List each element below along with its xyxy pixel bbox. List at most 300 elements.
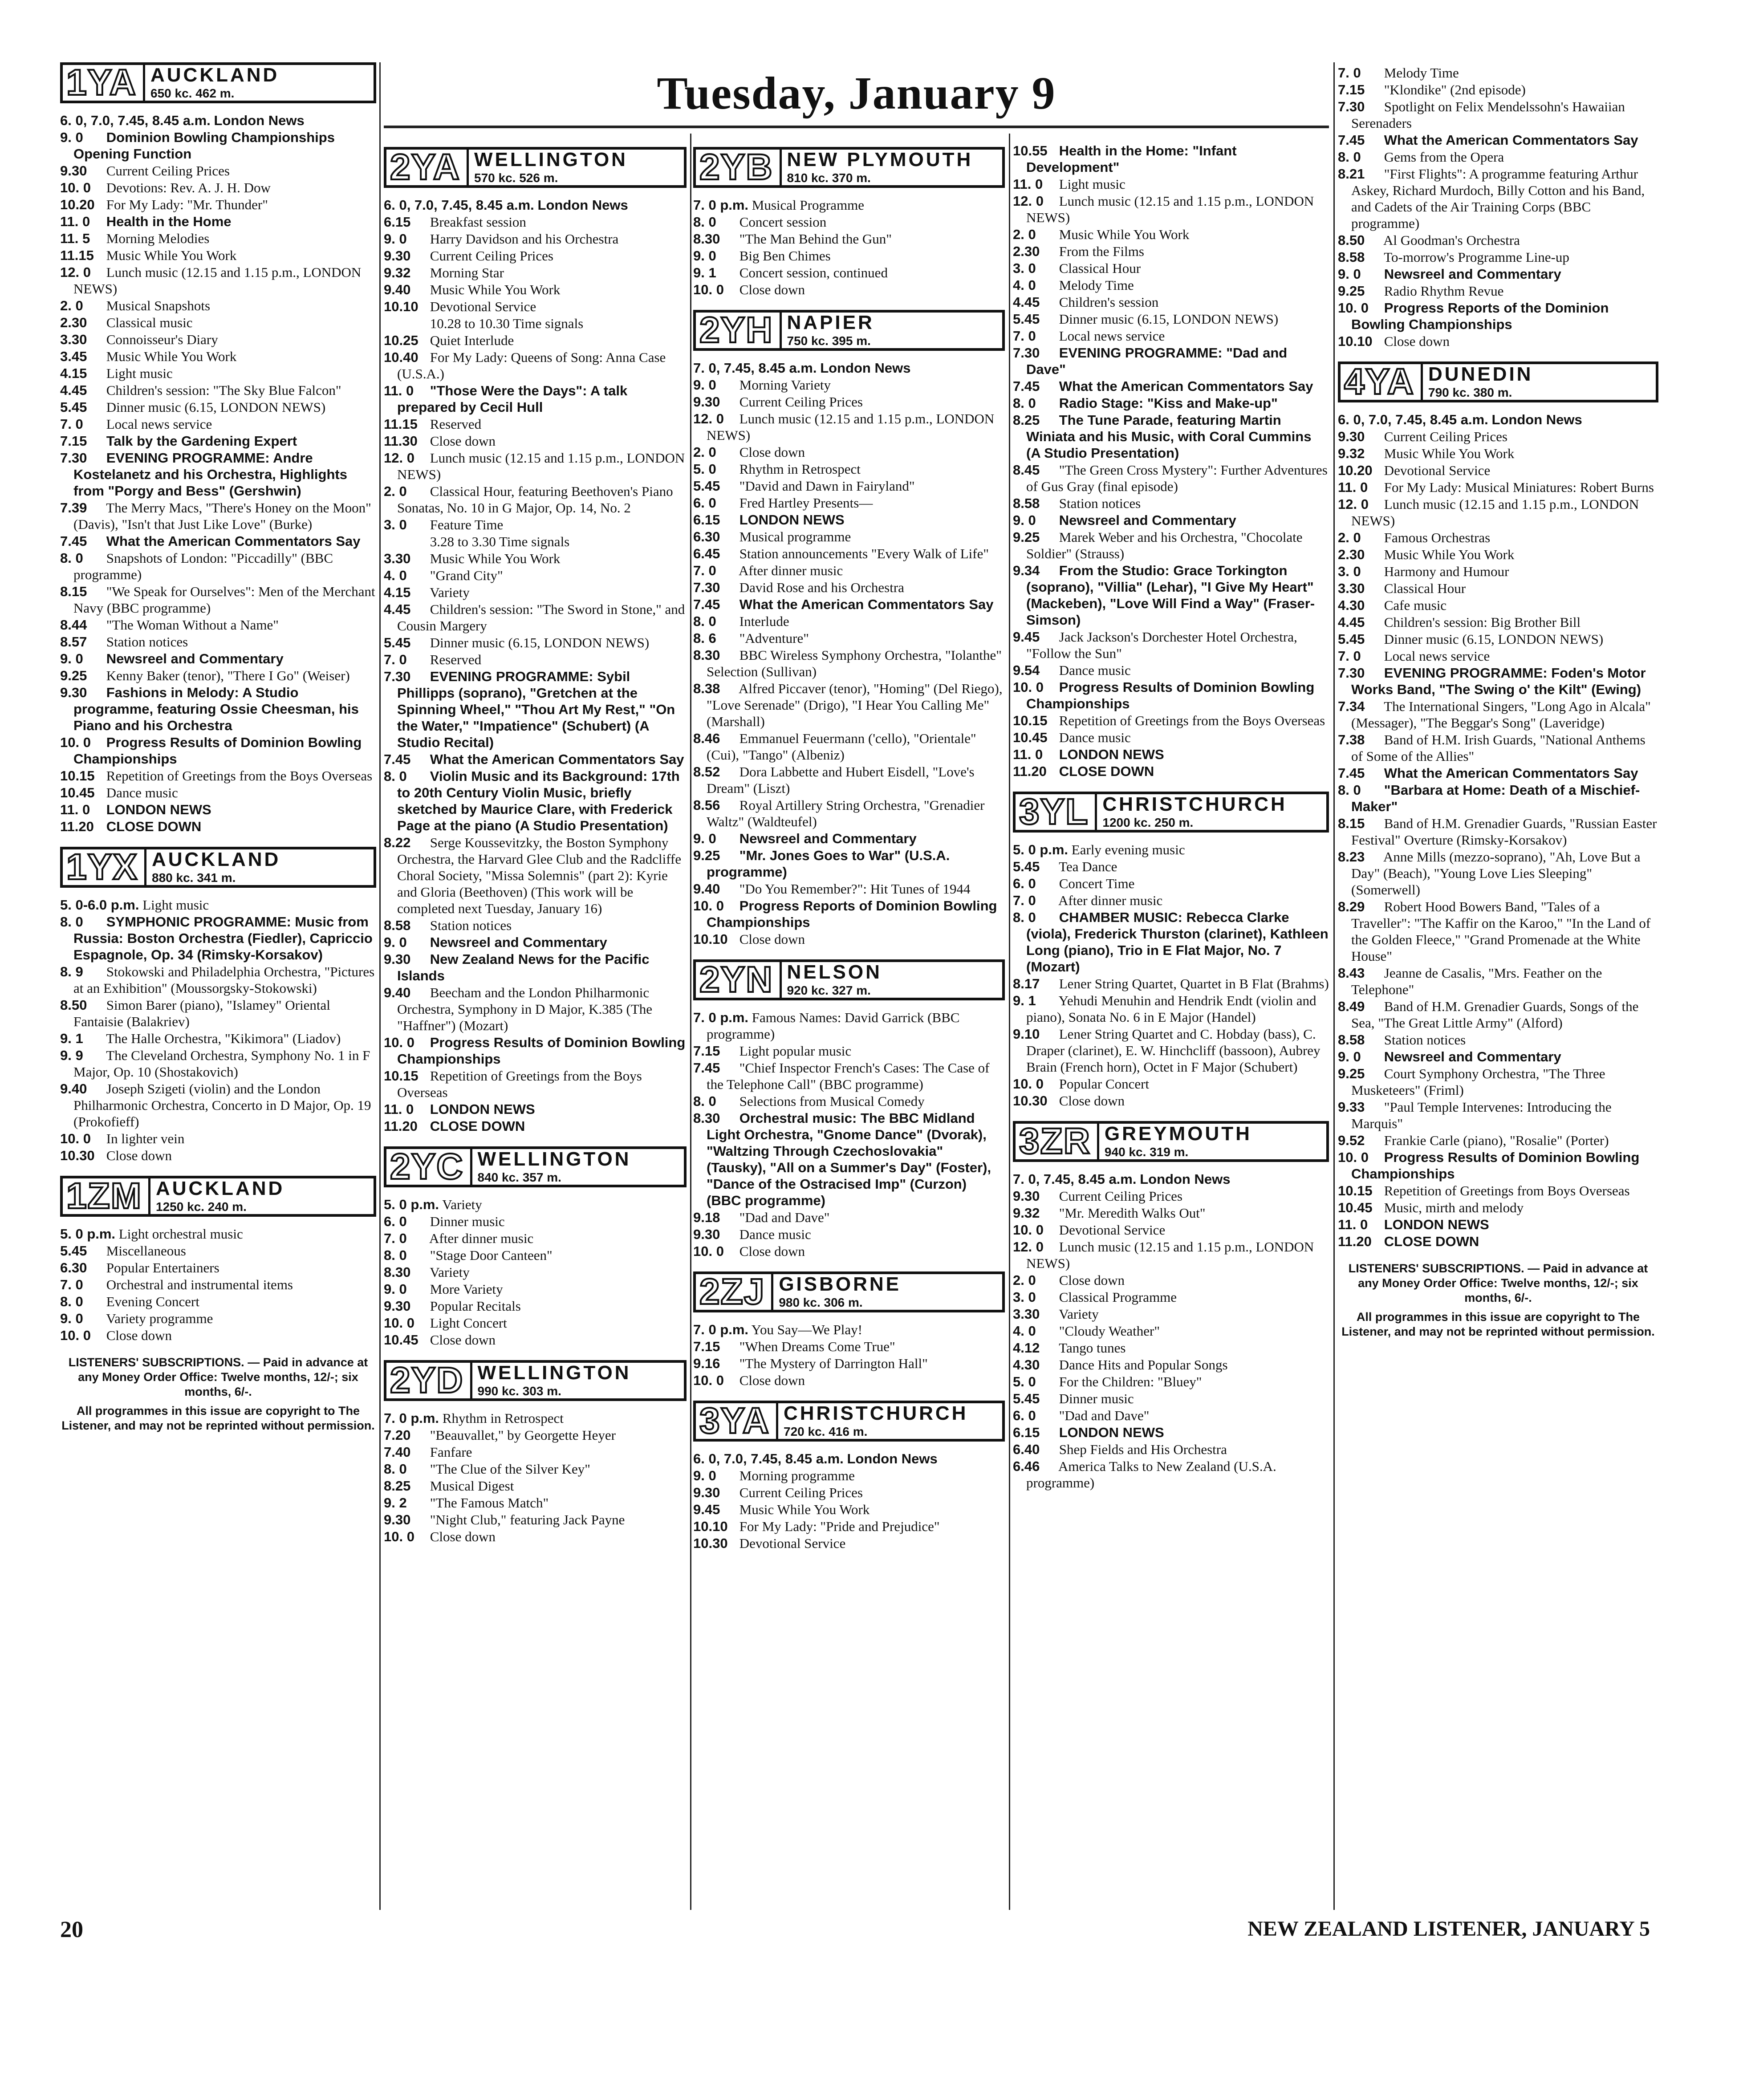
entry-text: Classical Programme (1059, 1289, 1177, 1305)
programme-entry (1013, 1441, 1329, 1458)
entry-text: "Night Club," featuring Jack Payne (430, 1512, 625, 1527)
entry-text: Gems from the Opera (1384, 149, 1504, 165)
station-frequency: 940 kc. 319 m. (1104, 1145, 1189, 1159)
programme-entry (693, 830, 1005, 847)
entry-text: London News (214, 113, 305, 128)
entry-time: 8.25 (384, 1478, 411, 1494)
entry-text: "We Speak for Ourselves": Men of the Merchant Navy (BBC programme) (73, 584, 375, 616)
entry-text: Kenny Baker (tenor), "There I Go" (Weiser) (106, 668, 350, 683)
programme-entry (1013, 992, 1329, 1025)
entry-time: 9.10 (1013, 1026, 1040, 1042)
entry-text: Quiet Interlude (430, 333, 514, 348)
entry-text: "Beauvallet," by Georgette Heyer (430, 1427, 616, 1443)
programme-entry (693, 1110, 1005, 1209)
entry-time: 10. 0 (1013, 1076, 1044, 1092)
entry-text: CLOSE DOWN (106, 819, 202, 834)
programme-entry (1338, 665, 1658, 698)
station-header (60, 847, 376, 888)
station-frequency: 920 kc. 327 m. (787, 983, 871, 997)
entry-text: "When Dreams Come True" (739, 1339, 895, 1354)
programme-entry (60, 583, 376, 616)
station-logo: 2YB (699, 147, 773, 187)
entry-text: Music While You Work (739, 1502, 870, 1517)
programme-entry (60, 801, 376, 818)
entry-time: 3. 0 (1013, 1289, 1036, 1305)
entry-text: Repetition of Greetings from the Boys Overseas (1059, 713, 1325, 728)
programme-entry (1013, 412, 1329, 461)
entry-text: Station announcements "Every Walk of Life" (739, 546, 989, 561)
programme-entry (693, 596, 1005, 613)
entry-time: 9.16 (693, 1356, 720, 1371)
entry-text: Station notices (1384, 1032, 1466, 1048)
entry-text: Children's session: "The Sword in Stone," and Cousin Margery (397, 601, 685, 634)
entry-time: 10. 0 (384, 1529, 414, 1544)
programme-entry (1338, 631, 1658, 647)
programme-entry (1013, 226, 1329, 243)
programme-entry (693, 512, 1005, 528)
entry-time: 7. 0 (1013, 893, 1036, 908)
entry-time: 5.45 (1013, 311, 1040, 327)
entry-text: Al Goodman's Orchestra (1383, 232, 1520, 248)
programme-entry (60, 162, 376, 179)
station-frequency: 880 kc. 341 m. (152, 870, 236, 885)
entry-time: 7.15 (1338, 82, 1365, 97)
entry-text: Tango tunes (1059, 1340, 1126, 1356)
entry-time: 9.30 (384, 1512, 411, 1527)
programme-entry (60, 1293, 376, 1310)
programme-entry (1013, 679, 1329, 712)
entry-text: Devotional Service (1059, 1222, 1166, 1238)
programme-entry (60, 1030, 376, 1047)
programme-entry (1338, 445, 1658, 462)
entry-time: 9. 0 (384, 934, 407, 950)
entry-time: 5.45 (60, 1243, 87, 1259)
entry-text: Spotlight on Felix Mendelssohn's Hawaiian Serenaders (1351, 99, 1625, 131)
entry-text: Fanfare (430, 1444, 472, 1460)
entry-time: 3.30 (1013, 1306, 1040, 1322)
entry-time: 9. 0 (384, 231, 407, 247)
station-city: WELLINGTON (477, 1361, 631, 1384)
entry-time: 9. 0 (693, 377, 716, 393)
programme-entry (693, 360, 1005, 376)
entry-time: 10.20 (1338, 463, 1373, 478)
station-logo: 2YH (699, 310, 773, 350)
programme-entry (384, 349, 687, 382)
entry-time: 4.30 (1338, 597, 1365, 613)
entry-time: 9. 9 (60, 1048, 83, 1063)
title-underline (384, 126, 1329, 128)
entry-text: "Barbara at Home: Death of a Mischief-Maker" (1351, 782, 1640, 814)
programme-entry (693, 495, 1005, 511)
programme-entry (693, 730, 1005, 763)
entry-text: Close down (430, 433, 496, 449)
programme-entry (693, 478, 1005, 494)
entry-time: 6. 0 (1013, 876, 1036, 891)
entry-time: 8.58 (1338, 249, 1365, 265)
station-city: AUCKLAND (150, 64, 280, 86)
programme-entry (1338, 81, 1658, 98)
entry-time: 6.15 (384, 214, 411, 230)
entry-time: 10.15 (1338, 1183, 1373, 1198)
entry-text: Morning programme (739, 1468, 855, 1483)
entry-text: Fred Hartley Presents— (739, 495, 873, 511)
entry-time: 10.55 (1013, 143, 1048, 158)
programme-entry (1338, 1182, 1658, 1199)
entry-time: 2.30 (1013, 244, 1040, 259)
entry-text: "The Famous Match" (430, 1495, 549, 1511)
entry-text: LONDON NEWS (1384, 1217, 1489, 1232)
programme-entry (1338, 232, 1658, 248)
programme-entry (1013, 746, 1329, 763)
entry-text: London News (1140, 1171, 1231, 1187)
entry-text: What the American Commentators Say (1059, 378, 1313, 394)
programme-entry (384, 834, 687, 917)
entry-time: 5.45 (1338, 631, 1365, 647)
programme-entry (60, 500, 376, 532)
entry-time: 6.45 (693, 546, 720, 561)
entry-text: Orchestral music: The BBC Midland Light Orchestra, "Gnome Dance" (Dvorak), "Waltzing Through Czechoslovakia" (Tausky), "All on a Summer's Day" (Foster), "Dance of the Ostracised Imp" (Curzon) (BBC programme) (707, 1110, 991, 1208)
page-number: 20 (60, 1917, 83, 1942)
entry-time: 9. 1 (693, 265, 716, 280)
entry-time: 6.15 (693, 512, 720, 528)
programme-entry (60, 196, 376, 213)
programme-entry (1013, 142, 1329, 175)
programme-entry (60, 112, 376, 129)
entry-time: 10.15 (384, 1068, 418, 1084)
programme-entry (1013, 529, 1329, 562)
entry-text: Repetition of Greetings from the Boys Overseas (106, 768, 373, 784)
entry-time: 10.45 (60, 785, 95, 800)
entry-text: From the Studio: Grace Torkington (soprano), "Villia" (Lehar), "I Give My Heart" (Mackeben), "Love Will Find a Way" (Fraser-Simson) (1026, 563, 1315, 628)
programme-entry (1338, 98, 1658, 131)
entry-text: "Dad and Dave" (1059, 1408, 1150, 1423)
entry-text: London News (820, 360, 911, 376)
entry-time: 9. 0 (693, 1468, 716, 1483)
entry-time: 8.30 (384, 1264, 411, 1280)
entry-time: 9.30 (1338, 429, 1365, 444)
programme-entry (693, 1484, 1005, 1501)
entry-text: Devotional Service (1384, 463, 1491, 478)
entry-text: "The Man Behind the Gun" (739, 231, 892, 247)
entry-text: Radio Stage: "Kiss and Make-up" (1059, 395, 1278, 411)
programme-entry (693, 394, 1005, 410)
entry-text: Classical Hour (1059, 260, 1141, 276)
entry-text: "Klondike" (2nd episode) (1384, 82, 1526, 97)
programme-entry (1338, 132, 1658, 148)
entry-text: "Chief Inspector French's Cases: The Case of the Telephone Call" (BBC programme) (707, 1060, 990, 1092)
station-info (143, 65, 374, 101)
station-frequency: 980 kc. 306 m. (779, 1295, 863, 1309)
entry-time: 9. 0 (693, 831, 716, 846)
entry-text: Early evening music (1071, 842, 1185, 857)
entry-text: For My Lady: Queens of Song: Anna Case (U.S.A.) (397, 349, 666, 382)
entry-text: Dinner music (6.15, LONDON NEWS) (430, 635, 650, 650)
programme-entry (693, 545, 1005, 562)
entry-time: 10. 0 (384, 1315, 414, 1331)
entry-time: 8. 0 (1013, 910, 1036, 925)
programme-entry (60, 365, 376, 382)
entry-time: 8.15 (1338, 816, 1365, 831)
entry-text: Snapshots of London: "Piccadilly" (BBC programme) (73, 550, 333, 582)
programme-entry (60, 1310, 376, 1327)
programme-entry (1338, 849, 1658, 898)
entry-time: 3.30 (1338, 581, 1365, 596)
programme-entry (1013, 841, 1329, 858)
entry-text: Close down (739, 931, 805, 947)
entry-time: 11. 0 (1338, 479, 1368, 495)
entry-time: 7. 0, 7.45, 8.45 a.m. (1013, 1171, 1137, 1187)
entry-time: 10.45 (1338, 1200, 1373, 1215)
programme-entry (693, 1093, 1005, 1109)
station-logo: 2YC (390, 1146, 464, 1187)
subscriptions-notice: LISTENERS' SUBSCRIPTIONS. — Paid in advance at any Money Order Office: Twelve months, 12/-; six months, 6/-. (1348, 1262, 1648, 1304)
programme-entry (693, 1321, 1005, 1338)
entry-time: 2. 0 (384, 483, 407, 499)
entry-time: 7. 0 p.m. (693, 1322, 749, 1337)
entry-time: 9.32 (1338, 446, 1365, 461)
programme-entry (1338, 283, 1658, 299)
entry-time: 8. 0 (693, 613, 716, 629)
station-header (384, 1146, 687, 1187)
entry-text: The Halle Orchestra, "Kikimora" (Liadov) (106, 1031, 341, 1046)
programme-entry (1013, 328, 1329, 344)
entry-time: 12. 0 (384, 450, 414, 466)
entry-text: "Paul Temple Intervenes: Introducing the Marquis" (1351, 1099, 1612, 1131)
entry-text: In lighter vein (106, 1131, 185, 1146)
programme-entry (693, 1043, 1005, 1059)
programme-entry (384, 1213, 687, 1230)
programme-entry (1338, 546, 1658, 563)
station-info (1421, 364, 1656, 400)
entry-time: 7. 0 p.m. (693, 197, 749, 213)
entry-text: Dance music (1059, 730, 1131, 745)
entry-time: 4. 0 (384, 568, 407, 583)
entry-text: 3.28 to 3.30 Time signals (430, 534, 570, 549)
entry-time: 7.30 (384, 669, 411, 684)
entry-time: 2.30 (1338, 547, 1365, 562)
entry-time: 7.45 (693, 1060, 720, 1076)
programme-entry (693, 647, 1005, 680)
column-rule-4 (1333, 62, 1335, 1910)
entry-time: 8.25 (1013, 412, 1040, 428)
programme-entry (1338, 597, 1658, 613)
programme-entry (693, 613, 1005, 630)
entry-time: 9.18 (693, 1210, 720, 1225)
station-city: GISBORNE (779, 1273, 902, 1295)
entry-text: Local news service (1384, 648, 1490, 664)
programme-entry (1013, 277, 1329, 293)
programme-entry (1338, 411, 1658, 428)
programme-entry (1013, 1289, 1329, 1305)
entry-text: More Variety (430, 1281, 503, 1297)
entry-time: 7.30 (1338, 665, 1365, 681)
entry-text: What the American Commentators Say (1384, 765, 1638, 781)
entry-text: Newsreel and Commentary (430, 934, 607, 950)
programme-entry (1013, 1171, 1329, 1187)
entry-text: After dinner music (429, 1231, 534, 1246)
entry-text: Light orchestral music (118, 1226, 243, 1242)
entry-time: 9.30 (60, 163, 87, 179)
entry-text: SYMPHONIC PROGRAMME: Music from Russia: Boston Orchestra (Fiedler), Capriccio Espagnole, Op. 34 (Rimsky-Korsakov) (73, 914, 373, 963)
entry-text: Orchestral and instrumental items (106, 1277, 293, 1292)
station-logo: 3ZR (1019, 1121, 1091, 1162)
programme-entry (693, 1060, 1005, 1093)
entry-text: Close down (106, 1148, 172, 1163)
programme-entry (60, 997, 376, 1030)
programme-entry (1013, 495, 1329, 512)
programme-entry (693, 461, 1005, 477)
programme-entry (1338, 580, 1658, 597)
entry-text: Famous Names: David Garrick (BBC programme) (707, 1010, 960, 1042)
programme-entry (1338, 815, 1658, 848)
entry-text: LONDON NEWS (430, 1101, 535, 1117)
programme-entry (693, 1450, 1005, 1467)
section-gap (1338, 350, 1658, 362)
entry-text: Dora Labbette and Hubert Eisdell, "Love's Dream" (Liszt) (707, 764, 975, 796)
programme-entry (693, 1009, 1005, 1042)
entry-time: 9.30 (693, 1227, 720, 1242)
entry-time: 12. 0 (60, 264, 91, 280)
entry-text: New Zealand News for the Pacific Islands (397, 951, 650, 983)
entry-time: 7.30 (1013, 345, 1040, 361)
programme-entry (1338, 698, 1658, 731)
entry-time: 7.45 (384, 751, 411, 767)
programme-entry (384, 197, 687, 213)
programme-entry (384, 332, 687, 349)
programme-entry (1338, 333, 1658, 349)
station-info (771, 1274, 1002, 1310)
entry-time: 7. 0 (384, 652, 407, 667)
entry-text: David Rose and his Orchestra (739, 580, 904, 595)
entry-text: Fashions in Melody: A Studio programme, featuring Ossie Cheesman, his Piano and his Orchestra (73, 685, 359, 733)
programme-entry (1338, 782, 1658, 815)
programme-entry (693, 1535, 1005, 1552)
entry-text: From the Films (1059, 244, 1144, 259)
entry-text: "The Woman Without a Name" (106, 617, 279, 633)
programme-entry (384, 1247, 687, 1263)
entry-time: 3.30 (60, 332, 87, 347)
entry-text: Newsreel and Commentary (1059, 512, 1236, 528)
entry-text: BBC Wireless Symphony Orchestra, "Iolanthe" Selection (Sullivan) (707, 647, 1002, 679)
programme-entry (384, 1230, 687, 1247)
programme-entry (384, 1528, 687, 1545)
entry-time: 8.38 (693, 681, 720, 696)
programme-entry (1338, 1233, 1658, 1250)
entry-text: Lener String Quartet, Quartet in B Flat (Brahms) (1059, 976, 1329, 991)
entry-time: 5. 0 p.m. (1013, 842, 1069, 857)
entry-time: 8.15 (60, 584, 87, 599)
entry-time: 4.12 (1013, 1340, 1040, 1356)
entry-text: CHAMBER MUSIC: Rebecca Clarke (viola), Frederick Thurston (clarinet), Kathleen Long (piano), Trio in E Flat Major, No. 7 (Mozart) (1026, 910, 1329, 975)
entry-time: 7. 0, 7.45, 8.45 a.m. (693, 360, 817, 376)
entry-time: 11. 0 (1013, 747, 1043, 762)
programme-entry (1338, 765, 1658, 781)
programme-entry (693, 528, 1005, 545)
programme-entry (384, 550, 687, 567)
entry-text: Music While You Work (1384, 446, 1515, 461)
programme-entry (384, 1118, 687, 1134)
station-header (693, 147, 1005, 188)
entry-text: "Mr. Jones Goes to War" (U.S.A. programme) (707, 848, 950, 880)
entry-text: Light Concert (430, 1315, 507, 1331)
entry-time: 7.30 (693, 580, 720, 595)
station-city: GREYMOUTH (1104, 1122, 1252, 1145)
entry-text: What the American Commentators Say (739, 597, 994, 612)
programme-entry (60, 213, 376, 230)
entry-text: Morning Melodies (106, 231, 210, 246)
entry-text: Connoisseur's Diary (106, 332, 218, 347)
entry-text: "The Mystery of Darrington Hall" (739, 1356, 928, 1371)
programme-entry (384, 567, 687, 584)
entry-time: 12. 0 (1013, 193, 1044, 209)
entry-time: 2. 0 (1338, 530, 1361, 545)
entry-time: 8.46 (693, 731, 720, 746)
programme-entry (1013, 858, 1329, 875)
entry-time: 10. 0 (693, 282, 724, 297)
entry-time: 7.38 (1338, 732, 1365, 747)
entry-text: Marek Weber and his Orchestra, "Chocolate Soldier" (Strauss) (1026, 529, 1303, 561)
programme-entry (693, 881, 1005, 897)
entry-text: Lunch music (12.15 and 1.15 p.m., LONDON NEWS) (1026, 193, 1314, 225)
entry-text: For My Lady: "Pride and Prejudice" (739, 1519, 940, 1534)
entry-time: 9. 0 (384, 1281, 407, 1297)
programme-entry (693, 1501, 1005, 1518)
entry-time: 9.30 (384, 951, 411, 967)
entry-time: 9. 0 (60, 1311, 83, 1326)
entry-text: Concert Time (1059, 876, 1135, 891)
entry-time: 6.15 (1013, 1425, 1040, 1440)
programme-entry (60, 667, 376, 684)
station-header (693, 959, 1005, 1000)
entry-text: Lunch music (12.15 and 1.15 p.m., LONDON NEWS) (707, 411, 995, 443)
station-city: AUCKLAND (156, 1177, 285, 1199)
programme-entry (60, 1327, 376, 1344)
entry-text: For My Lady: "Mr. Thunder" (106, 197, 268, 212)
entry-time: 10.30 (60, 1148, 95, 1163)
programme-entry (1013, 1357, 1329, 1373)
entry-time: 10. 0 (1013, 679, 1044, 695)
programme-entry (1338, 1099, 1658, 1132)
entry-time: 10.20 (60, 197, 95, 212)
entry-text: Lunch music (12.15 and 1.15 p.m., LONDON NEWS) (73, 264, 362, 297)
entry-text: Close down (430, 1332, 496, 1348)
programme-entry (1338, 249, 1658, 265)
entry-text: Dance music (1059, 662, 1131, 678)
programme-entry (693, 214, 1005, 230)
station-logo: 2YN (699, 959, 773, 1000)
programme-entry (60, 684, 376, 734)
entry-time: 8.43 (1338, 965, 1365, 981)
publication-footer: NEW ZEALAND LISTENER, JANUARY 5 (1247, 1917, 1650, 1941)
entry-text: Melody Time (1059, 277, 1134, 293)
entry-text: "Adventure" (739, 630, 809, 646)
entry-text: Station notices (430, 918, 512, 933)
programme-entry (60, 1047, 376, 1080)
entry-time: 8. 0 (1013, 395, 1036, 411)
programme-entry (693, 1355, 1005, 1372)
programme-entry (60, 734, 376, 767)
programme-entry (693, 377, 1005, 393)
entry-text: Close down (430, 1529, 496, 1544)
programme-entry (1013, 1340, 1329, 1356)
programme-entry (60, 1243, 376, 1259)
column-rule-2 (690, 134, 691, 1910)
entry-time: 9. 1 (1013, 993, 1036, 1008)
entry-time: 9.25 (693, 848, 720, 863)
station-header (60, 1176, 376, 1217)
entry-text: Dinner music (6.15, LONDON NEWS) (1384, 631, 1604, 647)
entry-time: 7.15 (693, 1043, 720, 1059)
